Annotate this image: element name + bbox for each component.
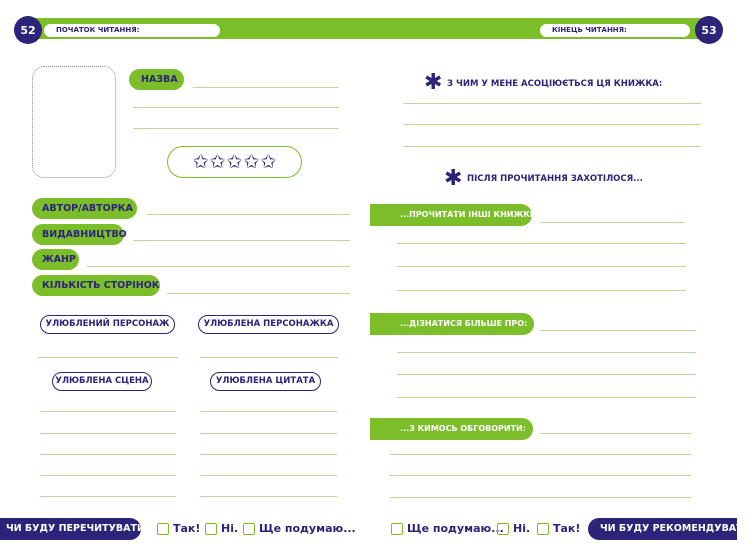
answer-line[interactable] (397, 352, 696, 353)
checkbox-icon[interactable] (157, 523, 169, 535)
title-line[interactable] (193, 87, 339, 88)
star-icon[interactable]: ✩ (260, 150, 277, 173)
answer-line[interactable] (540, 222, 685, 223)
checkbox-icon[interactable] (243, 523, 255, 535)
star-icon[interactable]: ✩ (226, 150, 243, 173)
option-yes[interactable]: Так! (537, 522, 580, 535)
option-no[interactable]: Ні. (497, 522, 530, 535)
favorite-character-label: УЛЮБЛЕНИЙ ПЕРСОНАЖ (40, 315, 175, 334)
answer-line[interactable] (40, 496, 176, 497)
option-no[interactable]: Ні. (205, 522, 238, 535)
page-count-line[interactable] (167, 293, 350, 294)
tab-discuss: ...З КИМОСЬ ОБГОВОРИТИ: (370, 418, 533, 440)
favorite-female-character-label: УЛЮБЛЕНА ПЕРСОНАЖКА (198, 315, 339, 334)
answer-line[interactable] (38, 357, 178, 358)
checkbox-icon[interactable] (205, 523, 217, 535)
association-line[interactable] (403, 103, 701, 104)
favorite-quote-label: УЛЮБЛЕНА ЦИТАТА (210, 372, 321, 391)
tab-learn-more: ...ДІЗНАТИСЯ БІЛЬШЕ ПРО: (370, 313, 534, 335)
answer-line[interactable] (40, 411, 176, 412)
genre-line[interactable] (87, 266, 350, 267)
asterisk-icon: ✱ (444, 166, 463, 191)
answer-line[interactable] (397, 374, 696, 375)
association-heading: З ЧИМ У МЕНЕ АСОЦІЮЄТЬСЯ ЦЯ КНИЖКА: (447, 79, 663, 89)
answer-line[interactable] (540, 433, 691, 434)
answer-line[interactable] (390, 475, 691, 476)
after-reading-heading: ПІСЛЯ ПРОЧИТАННЯ ЗАХОТІЛОСЯ... (467, 174, 643, 184)
answer-line[interactable] (200, 357, 338, 358)
answer-line[interactable] (397, 266, 686, 267)
rating-stars[interactable] (167, 146, 302, 178)
genre-label: ЖАНР (32, 249, 79, 270)
asterisk-icon: ✱ (424, 70, 443, 95)
answer-line[interactable] (200, 496, 337, 497)
answer-line[interactable] (390, 454, 691, 455)
favorite-scene-label: УЛЮБЛЕНА СЦЕНА (52, 372, 152, 391)
checkbox-icon[interactable] (497, 523, 509, 535)
answer-line[interactable] (200, 454, 337, 455)
start-reading-field[interactable]: ПОЧАТОК ЧИТАННЯ: (44, 24, 220, 37)
answer-line[interactable] (390, 497, 691, 498)
book-cover-frame[interactable] (32, 66, 116, 178)
right-page-number: 53 (695, 16, 723, 44)
star-icon[interactable]: ✩ (209, 150, 226, 173)
answer-line[interactable] (200, 411, 337, 412)
answer-line[interactable] (540, 330, 696, 331)
left-page-number: 52 (14, 16, 42, 44)
author-line[interactable] (147, 214, 350, 215)
option-maybe[interactable]: Ще подумаю... (243, 522, 356, 535)
title-line[interactable] (133, 107, 339, 108)
association-line[interactable] (403, 124, 701, 125)
title-label: НАЗВА (129, 69, 184, 90)
checkbox-icon[interactable] (537, 523, 549, 535)
answer-line[interactable] (40, 433, 176, 434)
answer-line[interactable] (397, 397, 696, 398)
option-maybe[interactable]: Ще подумаю... (391, 522, 504, 535)
recommend-question: ЧИ БУДУ РЕКОМЕНДУВАТИ? (588, 518, 737, 540)
reread-question: ЧИ БУДУ ПЕРЕЧИТУВАТИ? (0, 518, 141, 540)
end-reading-field[interactable]: КІНЕЦЬ ЧИТАННЯ: (540, 24, 690, 37)
publisher-label: ВИДАВНИЦТВО (32, 224, 124, 245)
title-line[interactable] (133, 128, 339, 129)
star-icon[interactable]: ✩ (243, 150, 260, 173)
answer-line[interactable] (200, 433, 337, 434)
author-label: АВТОР/АВТОРКА (32, 198, 137, 219)
answer-line[interactable] (40, 475, 176, 476)
answer-line[interactable] (397, 290, 686, 291)
option-yes[interactable]: Так! (157, 522, 200, 535)
answer-line[interactable] (40, 454, 176, 455)
star-icon[interactable]: ✩ (192, 150, 209, 173)
answer-line[interactable] (200, 475, 337, 476)
tab-read-other-books: ...ПРОЧИТАТИ ІНШІ КНИЖКИ: (370, 204, 532, 226)
publisher-line[interactable] (133, 240, 350, 241)
answer-line[interactable] (397, 243, 686, 244)
association-line[interactable] (403, 146, 701, 147)
checkbox-icon[interactable] (391, 523, 403, 535)
page-count-label: КІЛЬКІСТЬ СТОРІНОК (32, 275, 160, 296)
